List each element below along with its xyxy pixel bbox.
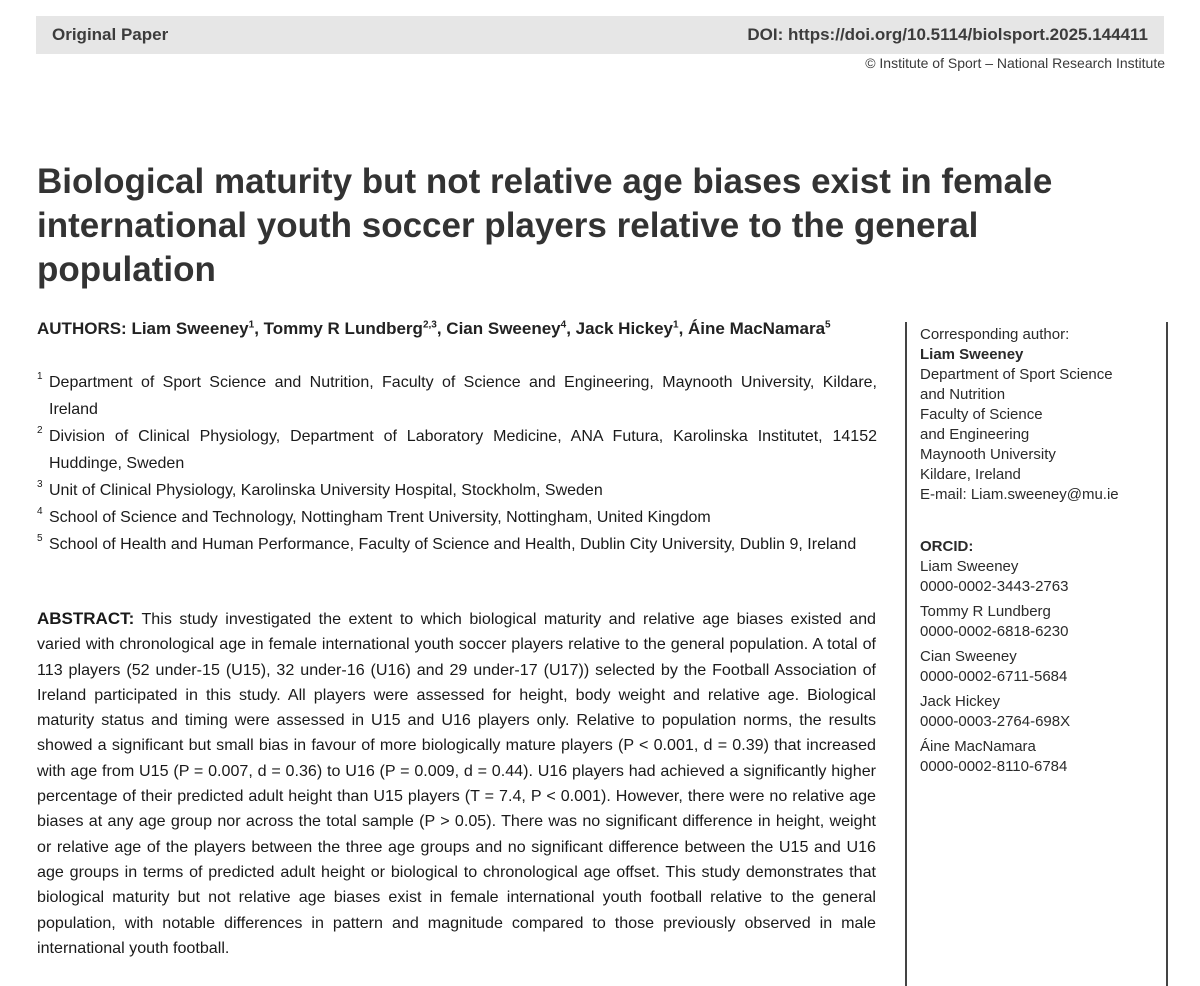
header-bar [36, 16, 1164, 54]
authors-line [37, 319, 897, 339]
author-name: Jack Hickey [575, 319, 674, 338]
corresponding-address-line: Faculty of Science [920, 406, 1043, 423]
author-separator: , [566, 319, 576, 338]
orcid-name: Tommy R Lundberg [920, 603, 1051, 620]
affiliation-text: Unit of Clinical Physiology, Karolinska University Hospital, Stockholm, Sweden [49, 482, 603, 499]
corresponding-address-line: E-mail: Liam.sweeney@mu.ie [920, 486, 1119, 503]
doi-link[interactable]: DOI: https://doi.org/10.5114/biolsport.2025.144411 [747, 25, 1148, 44]
orcid-id[interactable]: 0000-0003-2764-698X [920, 713, 1071, 730]
corresponding-label: Corresponding author: [920, 326, 1070, 343]
affiliation-number: 2 [37, 425, 43, 436]
affiliation-text: Division of Clinical Physiology, Department of Laboratory Medicine, ANA Futura, Karolinska Institutet, 14152 Huddinge, Sweden [49, 428, 877, 472]
orcid-entry [920, 602, 1160, 642]
orcid-name: Cian Sweeney [920, 648, 1017, 665]
orcid-id[interactable]: 0000-0002-6711-5684 [920, 668, 1068, 685]
affiliation-number: 1 [37, 371, 43, 382]
sidebar [920, 325, 1160, 782]
author-affiliation-mark: 5 [825, 319, 831, 331]
abstract-text: This study investigated the extent to which biological maturity and relative age biases existed and varied with chronological age in female international youth soccer players relative to the general population. A total of 113 players (52 under-15 (U15), 32 under-16 (U16) and 29 under-17 (U17)) selected by the Football Association of Ireland participated in this study. All players were assessed for height, body weight and relative age. Biological maturity status and timing were assessed in U15 and U16 players only. Relative to population norms, the results showed a significant but small bias in favour of more biologically mature players (P < 0.001, d = 0.39) that increased with age from U15 (P = 0.007, d = 0.36) to U16 (P = 0.009, d = 0.44). U16 players had achieved a significantly higher percentage of their predicted adult height than U15 players (T = 7.4, P < 0.001). However, there were no relative age biases at any age group nor across the total sample (P > 0.05). There was no significant difference in height, weight or relative age of the players between the three age groups and no significant difference between the U15 and U16 age groups in terms of predicted adult height or biological to chronological age offset. This study demonstrates that biological maturity but not relative age biases exist in female international youth football relative to the general population, with notable differences in pattern and magnitude compared to those previously observed in male international youth football. [37, 610, 876, 957]
affiliation-item [37, 477, 877, 504]
orcid-entry [920, 737, 1160, 777]
affiliation-item [37, 531, 877, 558]
orcid-id[interactable]: 0000-0002-8110-6784 [920, 758, 1068, 775]
author-list [131, 319, 830, 338]
paper-title: Biological maturity but not relative age biases exist in female international youth soccer players relative to the general population [37, 162, 1053, 289]
author-affiliation-mark: 1 [673, 319, 679, 331]
orcid-entry [920, 557, 1160, 597]
corresponding-name: Liam Sweeney [920, 346, 1024, 363]
orcid-id[interactable]: 0000-0002-3443-2763 [920, 578, 1069, 595]
corresponding-address-line: and Nutrition [920, 386, 1006, 403]
author-affiliation-mark: 4 [560, 319, 567, 331]
corresponding-address [920, 365, 1160, 505]
affiliation-text: School of Science and Technology, Nottingham Trent University, Nottingham, United Kingdom [49, 509, 711, 526]
affiliation-item [37, 423, 877, 477]
author-separator: , [436, 319, 447, 338]
author-name: Tommy R Lundberg [263, 319, 423, 338]
author-name: Liam Sweeney [131, 319, 249, 338]
orcid-entry [920, 692, 1160, 732]
affiliation-item [37, 504, 877, 531]
corresponding-address-line: Kildare, Ireland [920, 466, 1021, 483]
affiliation-text: Department of Sport Science and Nutrition, Faculty of Science and Engineering, Maynooth University, Kildare, Ireland [49, 374, 877, 418]
author-name: Áine MacNamara [688, 319, 826, 338]
abstract-label: ABSTRACT: [37, 609, 135, 628]
abstract [37, 606, 876, 961]
author-affiliation-mark: 2,3 [422, 319, 437, 331]
affiliation-number: 5 [37, 533, 43, 544]
affiliations-list [37, 369, 877, 558]
corresponding-address-line: and Engineering [920, 426, 1030, 443]
corresponding-address-line: Department of Sport Science [920, 366, 1113, 383]
orcid-label: ORCID: [920, 538, 974, 555]
sidebar-right-rule [1166, 322, 1168, 986]
orcid-list [920, 557, 1160, 777]
affiliation-number: 4 [37, 506, 43, 517]
orcid-id[interactable]: 0000-0002-6818-6230 [920, 623, 1069, 640]
authors-label: AUTHORS: [37, 319, 127, 338]
author-name: Cian Sweeney [446, 319, 561, 338]
orcid-name: Liam Sweeney [920, 558, 1019, 575]
orcid-name: Áine MacNamara [920, 738, 1036, 755]
orcid-entry [920, 647, 1160, 687]
orcid-name: Jack Hickey [920, 693, 1001, 710]
author-separator: , [678, 319, 689, 338]
sidebar-left-rule [905, 322, 907, 986]
author-separator: , [254, 319, 264, 338]
copyright-notice: © Institute of Sport – National Research Institute [865, 55, 1165, 71]
corresponding-address-line: Maynooth University [920, 446, 1056, 463]
paper-type-label: Original Paper [52, 25, 169, 44]
author-affiliation-mark: 1 [248, 319, 255, 331]
affiliation-item [37, 369, 877, 423]
affiliation-text: School of Health and Human Performance, Faculty of Science and Health, Dublin City University, Dublin 9, Ireland [49, 536, 857, 553]
affiliation-number: 3 [37, 479, 43, 490]
